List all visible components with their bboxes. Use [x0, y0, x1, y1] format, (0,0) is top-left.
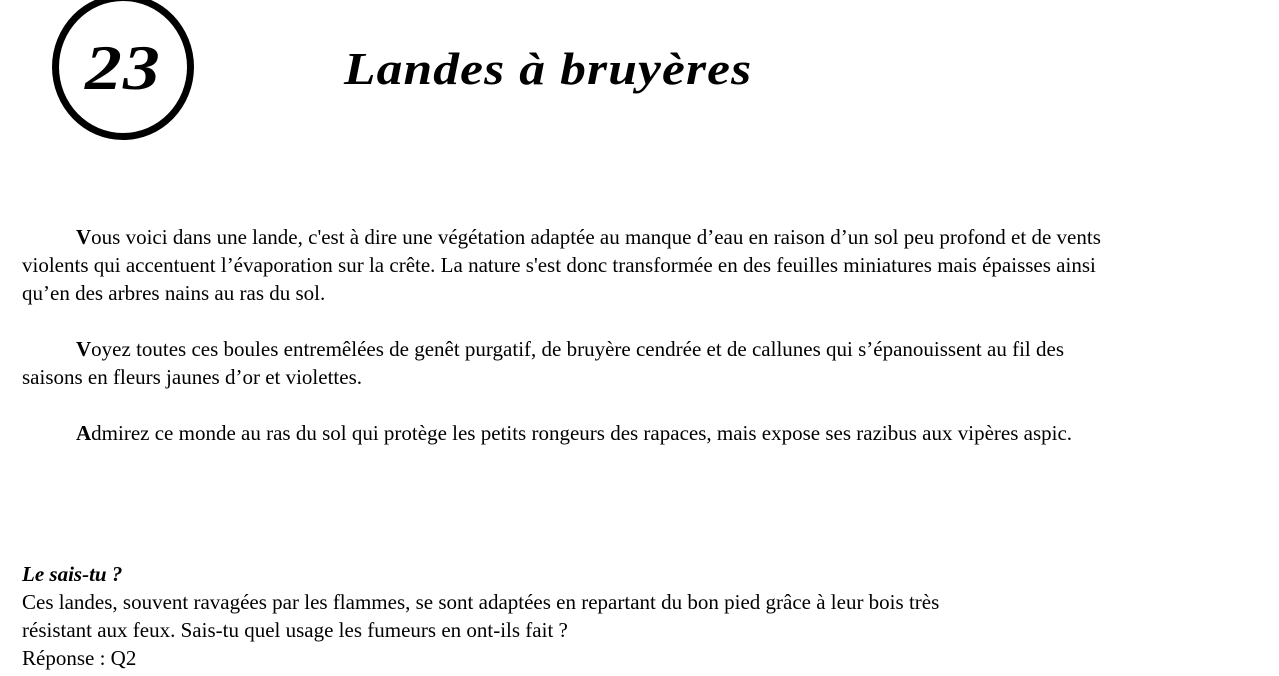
paragraph-text: dmirez ce monde au ras du sol qui protège les petits rongeurs des rapaces, mais expose ses razibus aux vipères aspic. [91, 421, 1073, 445]
did-you-know-heading: Le sais-tu ? [22, 562, 123, 586]
paragraph-1 [22, 223, 1102, 307]
did-you-know-line-2: résistant aux feux. Sais-tu quel usage les fumeurs en ont-ils fait ? [22, 618, 568, 642]
paragraph-text: oyez toutes ces boules entremêlées de genêt purgatif, de bruyère cendrée et de callunes qui s’épanouissent au fil des saisons en fleurs jaunes d’or et violettes. [22, 337, 1064, 389]
page-title: Landes à bruyères [344, 43, 753, 94]
answer-reference: Réponse : Q2 [22, 646, 137, 670]
did-you-know-box [22, 560, 1102, 672]
drop-initial: A [76, 421, 92, 445]
drop-initial: V [76, 225, 92, 249]
drop-initial: V [76, 337, 92, 361]
paragraph-2 [22, 335, 1102, 391]
badge-number: 23 [85, 32, 161, 103]
paragraph-text: ous voici dans une lande, c'est à dire une végétation adaptée au manque d’eau en raison d’un sol peu profond et de vents violents qui accentuent l’évaporation sur la crête. La nature s'est donc transformée en des feuilles miniatures mais épaisses ainsi qu’en des arbres nains au ras du sol. [22, 225, 1101, 305]
number-badge [52, 0, 194, 140]
paragraph-3 [22, 419, 1102, 447]
did-you-know-line-1: Ces landes, souvent ravagées par les flammes, se sont adaptées en repartant du bon pied grâce à leur bois très [22, 590, 940, 614]
